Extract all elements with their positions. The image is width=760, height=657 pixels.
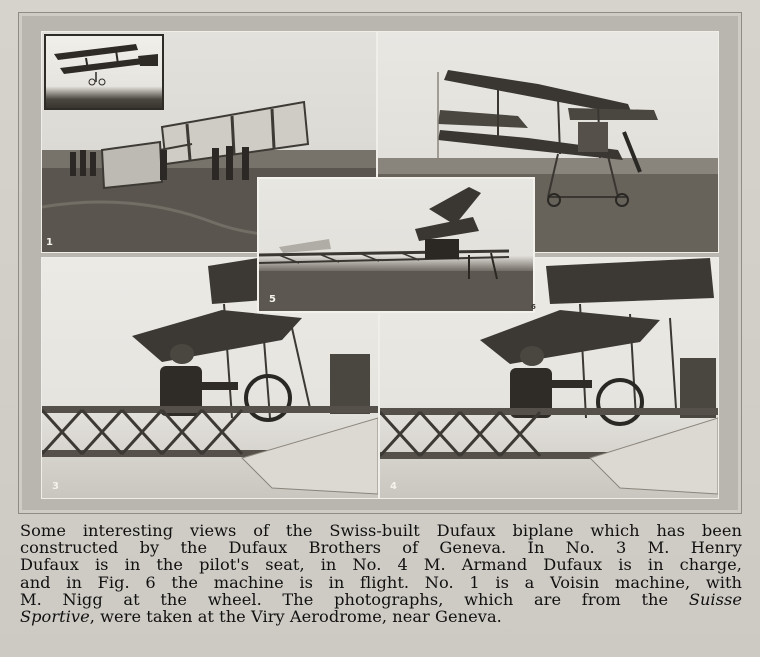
caption-line-3: Dufaux is in the pilot's seat, in No. 4 M. Armand Dufaux is in charge, [20,555,742,575]
caption-publication-name-part1: Suisse [688,589,742,609]
photo-number-4: 4 [390,481,397,492]
photo-plate [18,12,742,514]
caption-line-6-text: , were taken at the Viry Aerodrome, near Geneva. [89,607,502,627]
caption-line-4: and in Fig. 6 the machine is in flight. No. 1 is a Voisin machine, with [20,572,742,592]
photo-number-3: 3 [52,481,59,492]
monoplane-illustration [259,179,533,311]
photo-number-6: 6 [531,303,536,311]
photo-number-5: 5 [269,294,276,305]
caption-line-2: constructed by the Dufaux Brothers of Geneva. In No. 3 M. Henry [20,538,742,558]
photo-6-in-flight-inset [44,34,164,110]
caption-line-5 [20,591,742,608]
caption-line-5-text: M. Nigg at the wheel. The photographs, which are from the [20,589,689,609]
photo-5-monoplane [257,177,535,313]
caption-publication-name-part2: Sportive [20,607,90,627]
in-flight-biplane-illustration [46,36,162,108]
caption-line-6 [20,608,742,625]
caption-line-1: Some interesting views of the Swiss-built Dufaux biplane which has been [20,521,742,540]
figure-caption [20,522,742,625]
photo-number-1: 1 [46,237,53,248]
